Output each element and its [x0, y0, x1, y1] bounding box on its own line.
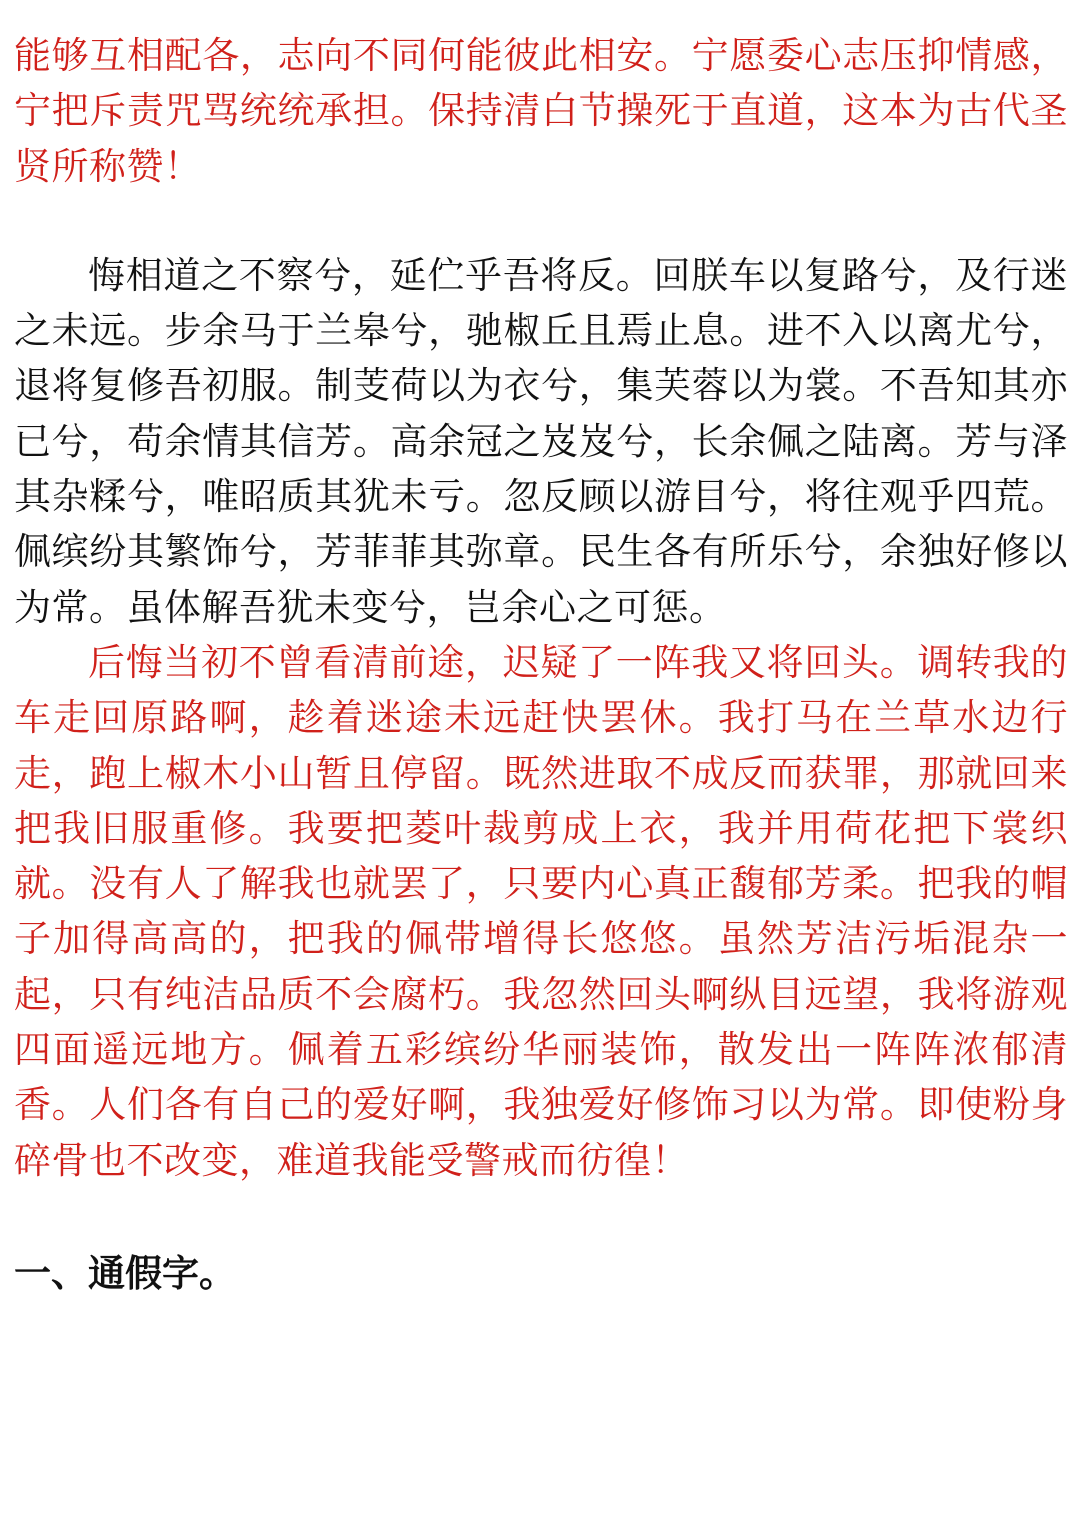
section-heading: 一、通假字。	[14, 1251, 236, 1295]
translation-paragraph-2: 后悔当初不曾看清前途，迟疑了一阵我又将回头。调转我的车走回原路啊，趁着迷途未远赶快罢休。我打马在兰草水边行走，跑上椒木小山暂且停留。既然进取不成反而获罪，那就回来把我旧服重修。我要把菱叶裁剪成上衣，我并用荷花把下裳织就。没有人了解我也就罢了，只要内心真正馥郁芳柔。把我的帽子加得高高的，把我的佩带增得长悠悠。虽然芳洁污垢混杂一起，只有纯洁品质不会腐朽。我忽然回头啊纵目远望，我将游观四面遥远地方。佩着五彩缤纷华丽装饰，散发出一阵阵浓郁清香。人们各有自己的爱好啊，我独爱好修饰习以为常。即使粉身碎骨也不改变，难道我能受警戒而彷徨！	[14, 640, 1068, 1182]
translation-paragraph-1: 能够互相配各，志向不同何能彼此相安。宁愿委心志压抑情感，宁把斥责咒骂统统承担。保持清白节操死于直道，这本为古代圣贤所称赞！	[14, 34, 1068, 188]
document-page	[14, 28, 1068, 1301]
original-text-paragraph: 悔相道之不察兮，延伫乎吾将反。回朕车以复路兮，及行迷之未远。步余马于兰皋兮，驰椒丘且焉止息。进不入以离尤兮，退将复修吾初服。制芰荷以为衣兮，集芙蓉以为裳。不吾知其亦已兮，苟余情其信芳。高余冠之岌岌兮，长余佩之陆离。芳与泽其杂糅兮，唯昭质其犹未亏。忽反顾以游目兮，将往观乎四荒。佩缤纷其繁饰兮，芳菲菲其弥章。民生各有所乐兮，余独好修以为常。虽体解吾犹未变兮，岂余心之可惩。	[14, 253, 1068, 629]
